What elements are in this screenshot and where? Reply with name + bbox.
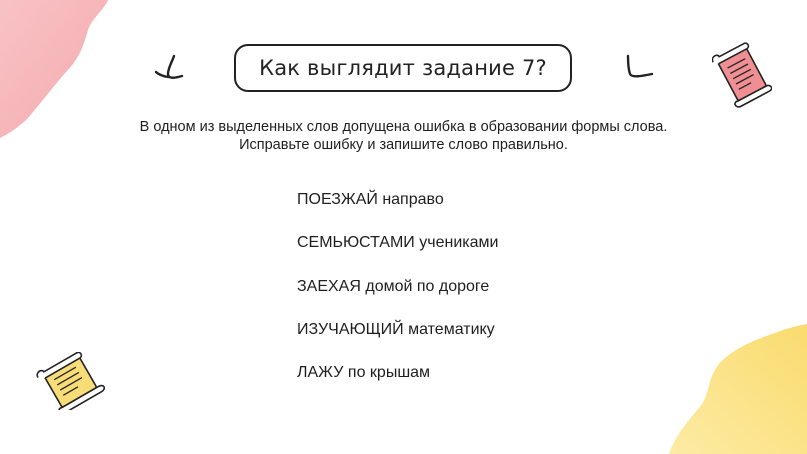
instruction-line-2: Исправьте ошибку и запишите слово правильно.	[239, 137, 568, 153]
list-item: ЗАЕХАЯ домой по дороге	[297, 277, 490, 295]
instruction-line-1: В одном из выделенных слов допущена ошибка в образовании формы слова.	[139, 119, 668, 135]
list-item: ИЗУЧАЮЩИЙ математику	[297, 320, 495, 338]
list-item: СЕМЬЮСТАМИ учениками	[297, 234, 499, 252]
word-list	[297, 190, 498, 406]
scroll-icon	[30, 352, 110, 410]
chevron-right-icon	[622, 52, 656, 82]
chevron-left-icon	[152, 52, 186, 82]
page-title-text: Как выглядит задание 7?	[259, 56, 547, 80]
scroll-icon	[712, 38, 772, 110]
yellow-blob-decoration	[657, 324, 807, 454]
list-item: ПОЕЗЖАЙ направо	[297, 191, 444, 208]
task-instruction	[80, 118, 727, 154]
page-title	[234, 44, 572, 92]
list-item: ЛАЖУ по крышам	[297, 364, 431, 382]
